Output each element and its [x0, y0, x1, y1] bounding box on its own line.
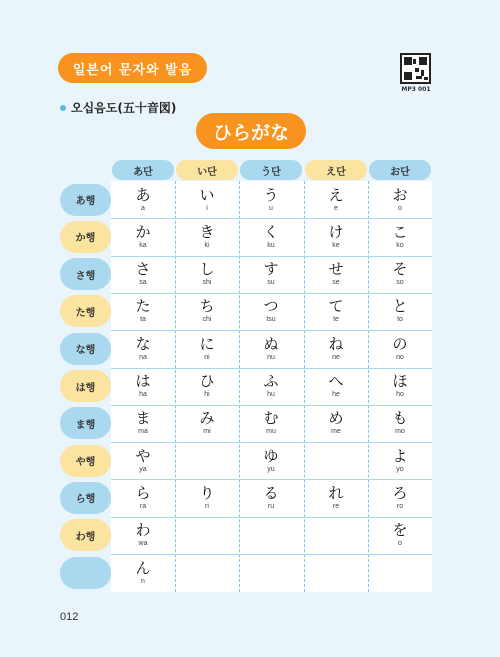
kana-cell	[368, 405, 432, 442]
romanization: ko	[396, 241, 404, 249]
kana-cell	[111, 405, 175, 442]
romanization: se	[332, 279, 340, 287]
romanization: re	[332, 502, 340, 510]
row-header: わ행	[60, 519, 111, 551]
kana-cell	[175, 479, 239, 516]
romanization: na	[139, 353, 147, 361]
kana-cell	[304, 405, 368, 442]
kana-character: ん	[135, 558, 151, 577]
chapter-title: 일본어 문자와 발음	[58, 53, 207, 83]
romanization: chi	[202, 316, 212, 324]
romanization: yo	[396, 465, 404, 473]
kana-character: り	[199, 483, 215, 502]
section-heading	[60, 99, 176, 116]
kana-cell	[304, 368, 368, 405]
romanization: wa	[138, 540, 148, 548]
kana-cell	[368, 368, 432, 405]
romanization: ta	[140, 316, 146, 324]
page-number: 012	[60, 611, 79, 623]
romanization: to	[397, 316, 403, 324]
romanization: u	[269, 204, 273, 212]
kana-cell	[239, 218, 303, 255]
qr-code-icon[interactable]	[400, 53, 431, 84]
romanization: he	[332, 391, 340, 398]
kana-character: な	[135, 334, 151, 353]
kana-character: し	[199, 260, 215, 279]
kana-cell	[111, 181, 175, 218]
kana-cell	[304, 181, 368, 218]
romanization: hi	[204, 391, 210, 398]
kana-cell	[368, 256, 432, 293]
kana-cell	[175, 256, 239, 293]
romanization: tsu	[266, 316, 276, 324]
table-title: ひらがな	[196, 113, 306, 149]
kana-character: の	[392, 334, 408, 353]
kana-character: と	[392, 297, 408, 316]
romanization: ho	[396, 391, 404, 398]
kana-cell	[111, 517, 175, 554]
kana-character: よ	[392, 446, 408, 465]
kana-character: す	[263, 260, 279, 279]
romanization: e	[334, 204, 338, 212]
kana-character: は	[135, 372, 151, 390]
kana-character: そ	[392, 260, 408, 279]
romanization: ku	[267, 241, 275, 249]
kana-character: ぬ	[263, 334, 279, 353]
kana-cell	[175, 218, 239, 255]
romanization: ha	[139, 391, 147, 398]
kana-cell	[175, 181, 239, 218]
kana-cell	[111, 256, 175, 293]
kana-cell	[111, 479, 175, 516]
kana-character: み	[199, 409, 215, 428]
kana-character: む	[263, 409, 279, 428]
kana-cell	[368, 293, 432, 330]
kana-character: う	[263, 185, 279, 204]
romanization: mi	[203, 428, 211, 436]
kana-character: て	[328, 297, 344, 316]
romanization: o	[398, 540, 402, 548]
romanization: nu	[267, 353, 275, 361]
kana-character: ひ	[199, 372, 215, 390]
kana-character: る	[263, 483, 279, 502]
kana-cell	[304, 330, 368, 367]
kana-character: ね	[328, 334, 344, 353]
kana-character: つ	[263, 297, 279, 316]
kana-cell	[368, 517, 432, 554]
kana-cell	[111, 442, 175, 479]
kana-cell	[368, 442, 432, 479]
romanization: n	[141, 577, 145, 585]
kana-character: わ	[135, 521, 151, 540]
romanization: mo	[395, 428, 405, 436]
kana-character: ゆ	[263, 446, 279, 465]
row-header: さ행	[60, 258, 111, 290]
kana-cell	[304, 218, 368, 255]
romanization: ka	[139, 241, 147, 249]
kana-cell	[111, 218, 175, 255]
kana-character: か	[135, 222, 151, 241]
romanization: a	[141, 204, 145, 212]
kana-cell	[111, 554, 175, 591]
kana-character: た	[135, 297, 151, 316]
romanization: ri	[205, 502, 209, 510]
kana-cell	[111, 330, 175, 367]
section-label: 오십음도(五十音図)	[71, 101, 177, 115]
row-header: か행	[60, 221, 111, 253]
kana-character: こ	[392, 222, 408, 241]
kana-cell	[304, 479, 368, 516]
romanization: yu	[267, 465, 275, 473]
kana-cell	[368, 218, 432, 255]
kana-character: め	[328, 409, 344, 428]
romanization: te	[333, 316, 339, 324]
row-header: あ행	[60, 184, 111, 216]
romanization: ya	[139, 465, 147, 473]
row-header: ら행	[60, 482, 111, 514]
kana-character: さ	[135, 260, 151, 279]
row-header: ま행	[60, 407, 111, 439]
column-header: い단	[176, 160, 238, 180]
kana-character: も	[392, 409, 408, 428]
kana-cell	[304, 293, 368, 330]
romanization: shi	[202, 279, 212, 287]
column-header: お단	[369, 160, 431, 180]
romanization: no	[396, 353, 404, 361]
romanization: so	[396, 279, 404, 287]
kana-character: ふ	[263, 372, 279, 390]
kana-cell	[239, 330, 303, 367]
kana-cell	[111, 293, 175, 330]
romanization: o	[398, 204, 402, 212]
romanization: mu	[266, 428, 276, 436]
romanization: hu	[267, 391, 275, 398]
kana-cell	[368, 181, 432, 218]
kana-character: け	[328, 222, 344, 241]
romanization: ma	[138, 428, 148, 436]
bullet-icon	[60, 105, 66, 111]
kana-character: え	[328, 185, 344, 204]
kana-cell	[239, 479, 303, 516]
kana-cell	[304, 256, 368, 293]
kana-character: に	[199, 334, 215, 353]
row-header: な행	[60, 333, 111, 365]
kana-character: く	[263, 222, 279, 241]
row-header: た행	[60, 295, 111, 327]
kana-cell	[175, 405, 239, 442]
romanization: me	[331, 428, 341, 436]
kana-character: あ	[135, 185, 151, 204]
romanization: ra	[139, 502, 147, 510]
column-header: う단	[240, 160, 302, 180]
romanization: ru	[267, 502, 275, 510]
kana-character: ら	[135, 483, 151, 502]
kana-cell	[239, 442, 303, 479]
romanization: su	[267, 279, 275, 287]
kana-cell	[175, 293, 239, 330]
kana-cell	[239, 405, 303, 442]
kana-cell	[175, 330, 239, 367]
romanization: ke	[332, 241, 340, 249]
kana-character: ち	[199, 297, 215, 316]
kana-cell	[239, 256, 303, 293]
kana-character: を	[392, 521, 408, 540]
kana-character: ま	[135, 409, 151, 428]
romanization: ni	[204, 353, 210, 361]
kana-character: や	[135, 446, 151, 465]
kana-cell	[239, 368, 303, 405]
column-header: あ단	[112, 160, 174, 180]
kana-character: お	[392, 185, 408, 204]
romanization: i	[206, 204, 208, 212]
kana-character: せ	[328, 260, 344, 279]
kana-cell	[368, 330, 432, 367]
kana-character: ろ	[392, 483, 408, 502]
row-header	[60, 557, 111, 589]
kana-cell	[239, 293, 303, 330]
romanization: ki	[204, 241, 210, 249]
kana-cell	[239, 181, 303, 218]
romanization: ne	[332, 353, 340, 361]
kana-cell	[368, 479, 432, 516]
row-header: や행	[60, 445, 111, 477]
kana-character: い	[199, 185, 215, 204]
romanization: ro	[396, 502, 404, 510]
kana-character: ほ	[392, 372, 408, 390]
column-header: え단	[305, 160, 367, 180]
mp3-track-label: MP3 001	[401, 86, 431, 93]
kana-cell	[111, 368, 175, 405]
row-header: は행	[60, 370, 111, 402]
kana-cell	[175, 368, 239, 405]
kana-character: れ	[328, 483, 344, 502]
romanization: sa	[139, 279, 147, 287]
kana-character: へ	[328, 372, 344, 390]
kana-character: き	[199, 222, 215, 241]
